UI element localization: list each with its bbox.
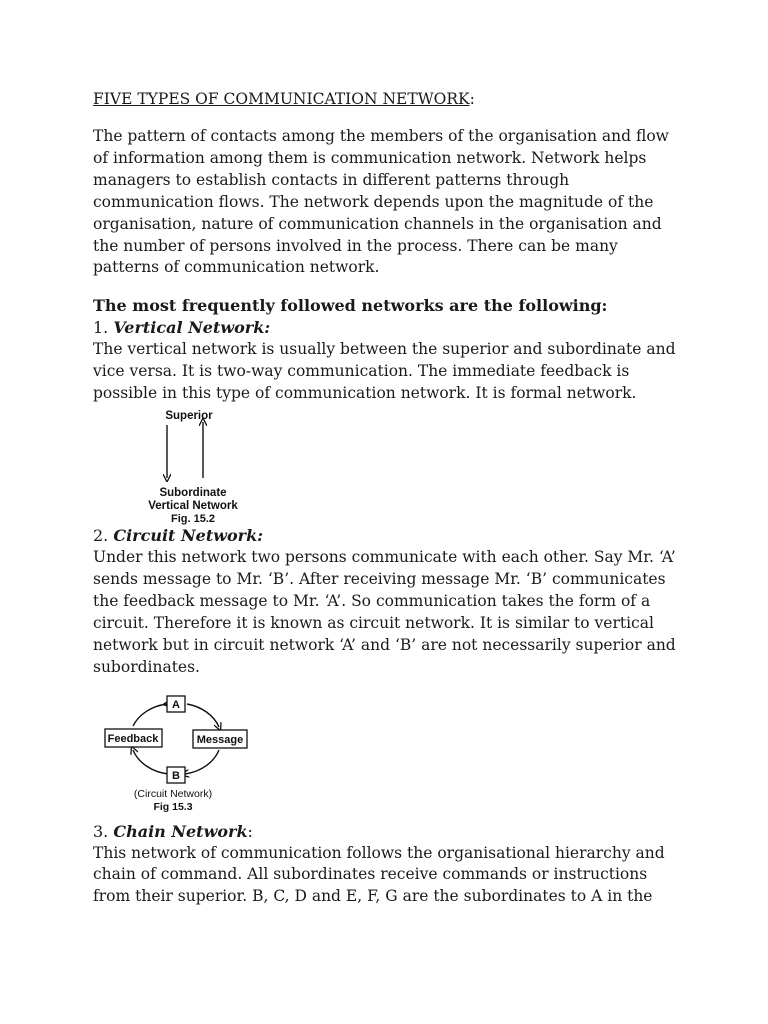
arc-message-to-b <box>185 750 219 774</box>
section-name: Vertical Network: <box>113 318 271 338</box>
document-title-text: FIVE TYPES OF COMMUNICATION NETWORK <box>93 90 470 108</box>
lead-heading: The most frequently followed networks are the following: <box>93 296 608 316</box>
arc-a-to-message <box>187 704 219 727</box>
circuit-network-figure <box>93 693 313 821</box>
section-text-chain: This network of communication follows the organisational hierarchy and chain of command. All subordinates receive commands or instructions from their superior. B, C, D and E, F, G are the subordinates to A in the <box>93 843 665 906</box>
node-message-label: Message <box>196 733 244 746</box>
section-name: Circuit Network: <box>113 526 264 546</box>
document-title-suffix: : <box>469 90 475 108</box>
section-name: Chain Network <box>113 821 248 841</box>
fig-vertical-caption: Vertical Network <box>148 500 238 513</box>
node-b-label: B <box>172 769 180 782</box>
node-feedback-label: Feedback <box>107 732 159 745</box>
section-heading-vertical <box>93 317 683 339</box>
section-heading-circuit <box>93 525 683 547</box>
fig-vertical-number: Fig. 15.2 <box>170 513 216 526</box>
section-text-circuit: Under this network two persons communicate with each other. Say Mr. ‘A’ sends message to Mr. ‘B’. After receiving message Mr. ‘B’ communicates the feedback message to Mr. ‘A’. So communication takes the form of a circuit. Therefore it is known as circuit network. It is similar to vertical network but in circuit network ‘A’ and ‘B’ are not necessarily superior and subordinates. <box>93 548 676 676</box>
document-title <box>93 88 683 110</box>
section-text-vertical: The vertical network is usually between the superior and subordinate and vice versa. It is two-way communication. The immediate feedback is possible in this type of communication network. It is formal network. <box>93 340 676 403</box>
section-name-suffix: : <box>247 821 253 841</box>
vertical-network-figure <box>93 405 313 525</box>
section-number: 3. <box>93 821 109 841</box>
section-number: 1. <box>93 318 109 338</box>
intro-paragraph: The pattern of contacts among the members of the organisation and flow of information among them is communication network. Network helps managers to establish contacts in different patterns through communication flows. The network depends upon the magnitude of the organisation, nature of communication channels in the organisation and the number of persons involved in the process. There can be many patterns of communication network. <box>93 127 669 277</box>
fig-circuit-number: Fig 15.3 <box>153 800 193 813</box>
fig-superior-label: Superior <box>165 410 213 423</box>
section-number: 2. <box>93 526 109 546</box>
section-heading-chain <box>93 821 683 843</box>
node-a-label: A <box>172 698 180 711</box>
arc-b-to-feedback <box>133 750 168 774</box>
fig-subordinate-label: Subordinate <box>159 487 227 500</box>
arc-feedback-to-a <box>133 704 167 726</box>
fig-circuit-caption: (Circuit Network) <box>133 787 213 800</box>
document-page <box>93 88 683 908</box>
